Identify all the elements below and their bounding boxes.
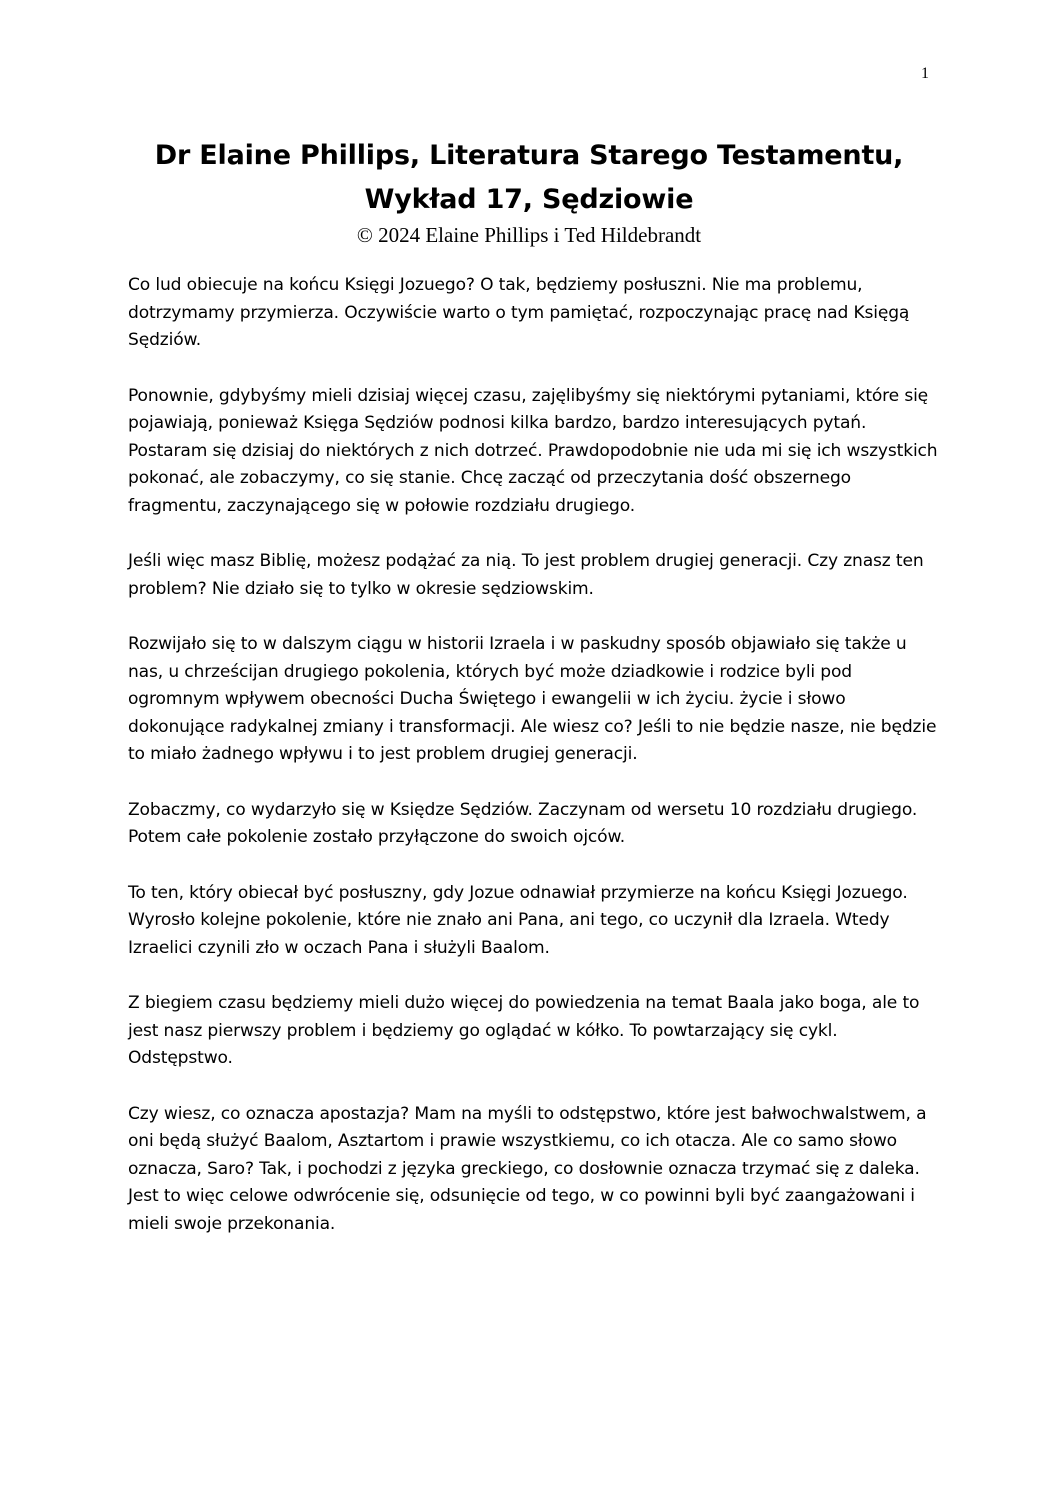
paragraph-8: Czy wiesz, co oznacza apostazja? Mam na myśli to odstępstwo, które jest bałwochwalstwem, a oni będą służyć Baalom, Asztartom i prawie wszystkiemu, co ich otacza. Ale co samo słowo oznacza, Saro? Tak, i pochodzi z języka greckiego, co dosłownie oznacza trzymać się z daleka. Jest to więc celowe odwrócenie się, odsunięcie od tego, w co powinni byli być zaangażowani i mieli swoje przekonania. (128, 1103, 927, 1234)
copyright-line: © 2024 Elaine Phillips i Ted Hildebrandt (356, 223, 702, 247)
document-body (128, 272, 938, 1266)
paragraph-7: Z biegiem czasu będziemy mieli dużo więcej do powiedzenia na temat Baala jako boga, ale to jest nasz pierwszy problem i będziemy go oglądać w kółko. To powtarzający się cykl. Odstępstwo. (128, 993, 920, 1068)
page-number: 1 (921, 65, 929, 82)
paragraph-2: Ponownie, gdybyśmy mieli dzisiaj więcej czasu, zajęlibyśmy się niektórymi pytaniami, które się pojawiają, ponieważ Księga Sędziów podnosi kilka bardzo, bardzo interesujących pytań. Postaram się dzisiaj do niektórych z nich dotrzeć. Prawdopodobnie nie uda mi się ich wszystkich pokonać, ale zobaczymy, co się stanie. Chcę zacząć od przeczytania dość obszernego fragmentu, zaczynającego się w połowie rozdziału drugiego. (128, 385, 938, 516)
document-title (60, 134, 998, 222)
paragraph-4: Rozwijało się to w dalszym ciągu w historii Izraela i w paskudny sposób objawiało się także u nas, u chrześcijan drugiego pokolenia, których być może dziadkowie i rodzice byli pod ogromnym wpływem obecności Ducha Świętego i ewangelii w ich życiu. życie i słowo dokonujące radykalnej zmiany i transformacji. Ale wiesz co? Jeśli to nie będzie nasze, nie będzie to miało żadnego wpływu i to jest problem drugiej generacji. (128, 634, 937, 764)
paragraph-3: Jeśli więc masz Biblię, możesz podążać za nią. To jest problem drugiej generacji. Czy znasz ten problem? Nie działo się to tylko w okresie sędziowskim. (128, 551, 924, 599)
paragraph-1: Co lud obiecuje na końcu Księgi Jozuego? O tak, będziemy posłuszni. Nie ma problemu, dotrzymamy przymierza. Oczywiście warto o tym pamiętać, rozpoczynając pracę nad Księgą Sędziów. (128, 275, 910, 350)
paragraph-5: Zobaczmy, co wydarzyło się w Księdze Sędziów. Zaczynam od wersetu 10 rozdziału drugiego. Potem całe pokolenie zostało przyłączone do swoich ojców. (128, 799, 918, 847)
paragraph-6: To ten, który obiecał być posłuszny, gdy Jozue odnawiał przymierze na końcu Księgi Jozuego. Wyrosło kolejne pokolenie, które nie znało ani Pana, ani tego, co uczynił dla Izraela. Wtedy Izraelici czynili zło w oczach Pana i służyli Baalom. (128, 882, 908, 958)
title-line-1: Dr Elaine Phillips, Literatura Starego Testamentu, (154, 140, 904, 171)
title-line-2: Wykład 17, Sędziowie (364, 184, 694, 215)
